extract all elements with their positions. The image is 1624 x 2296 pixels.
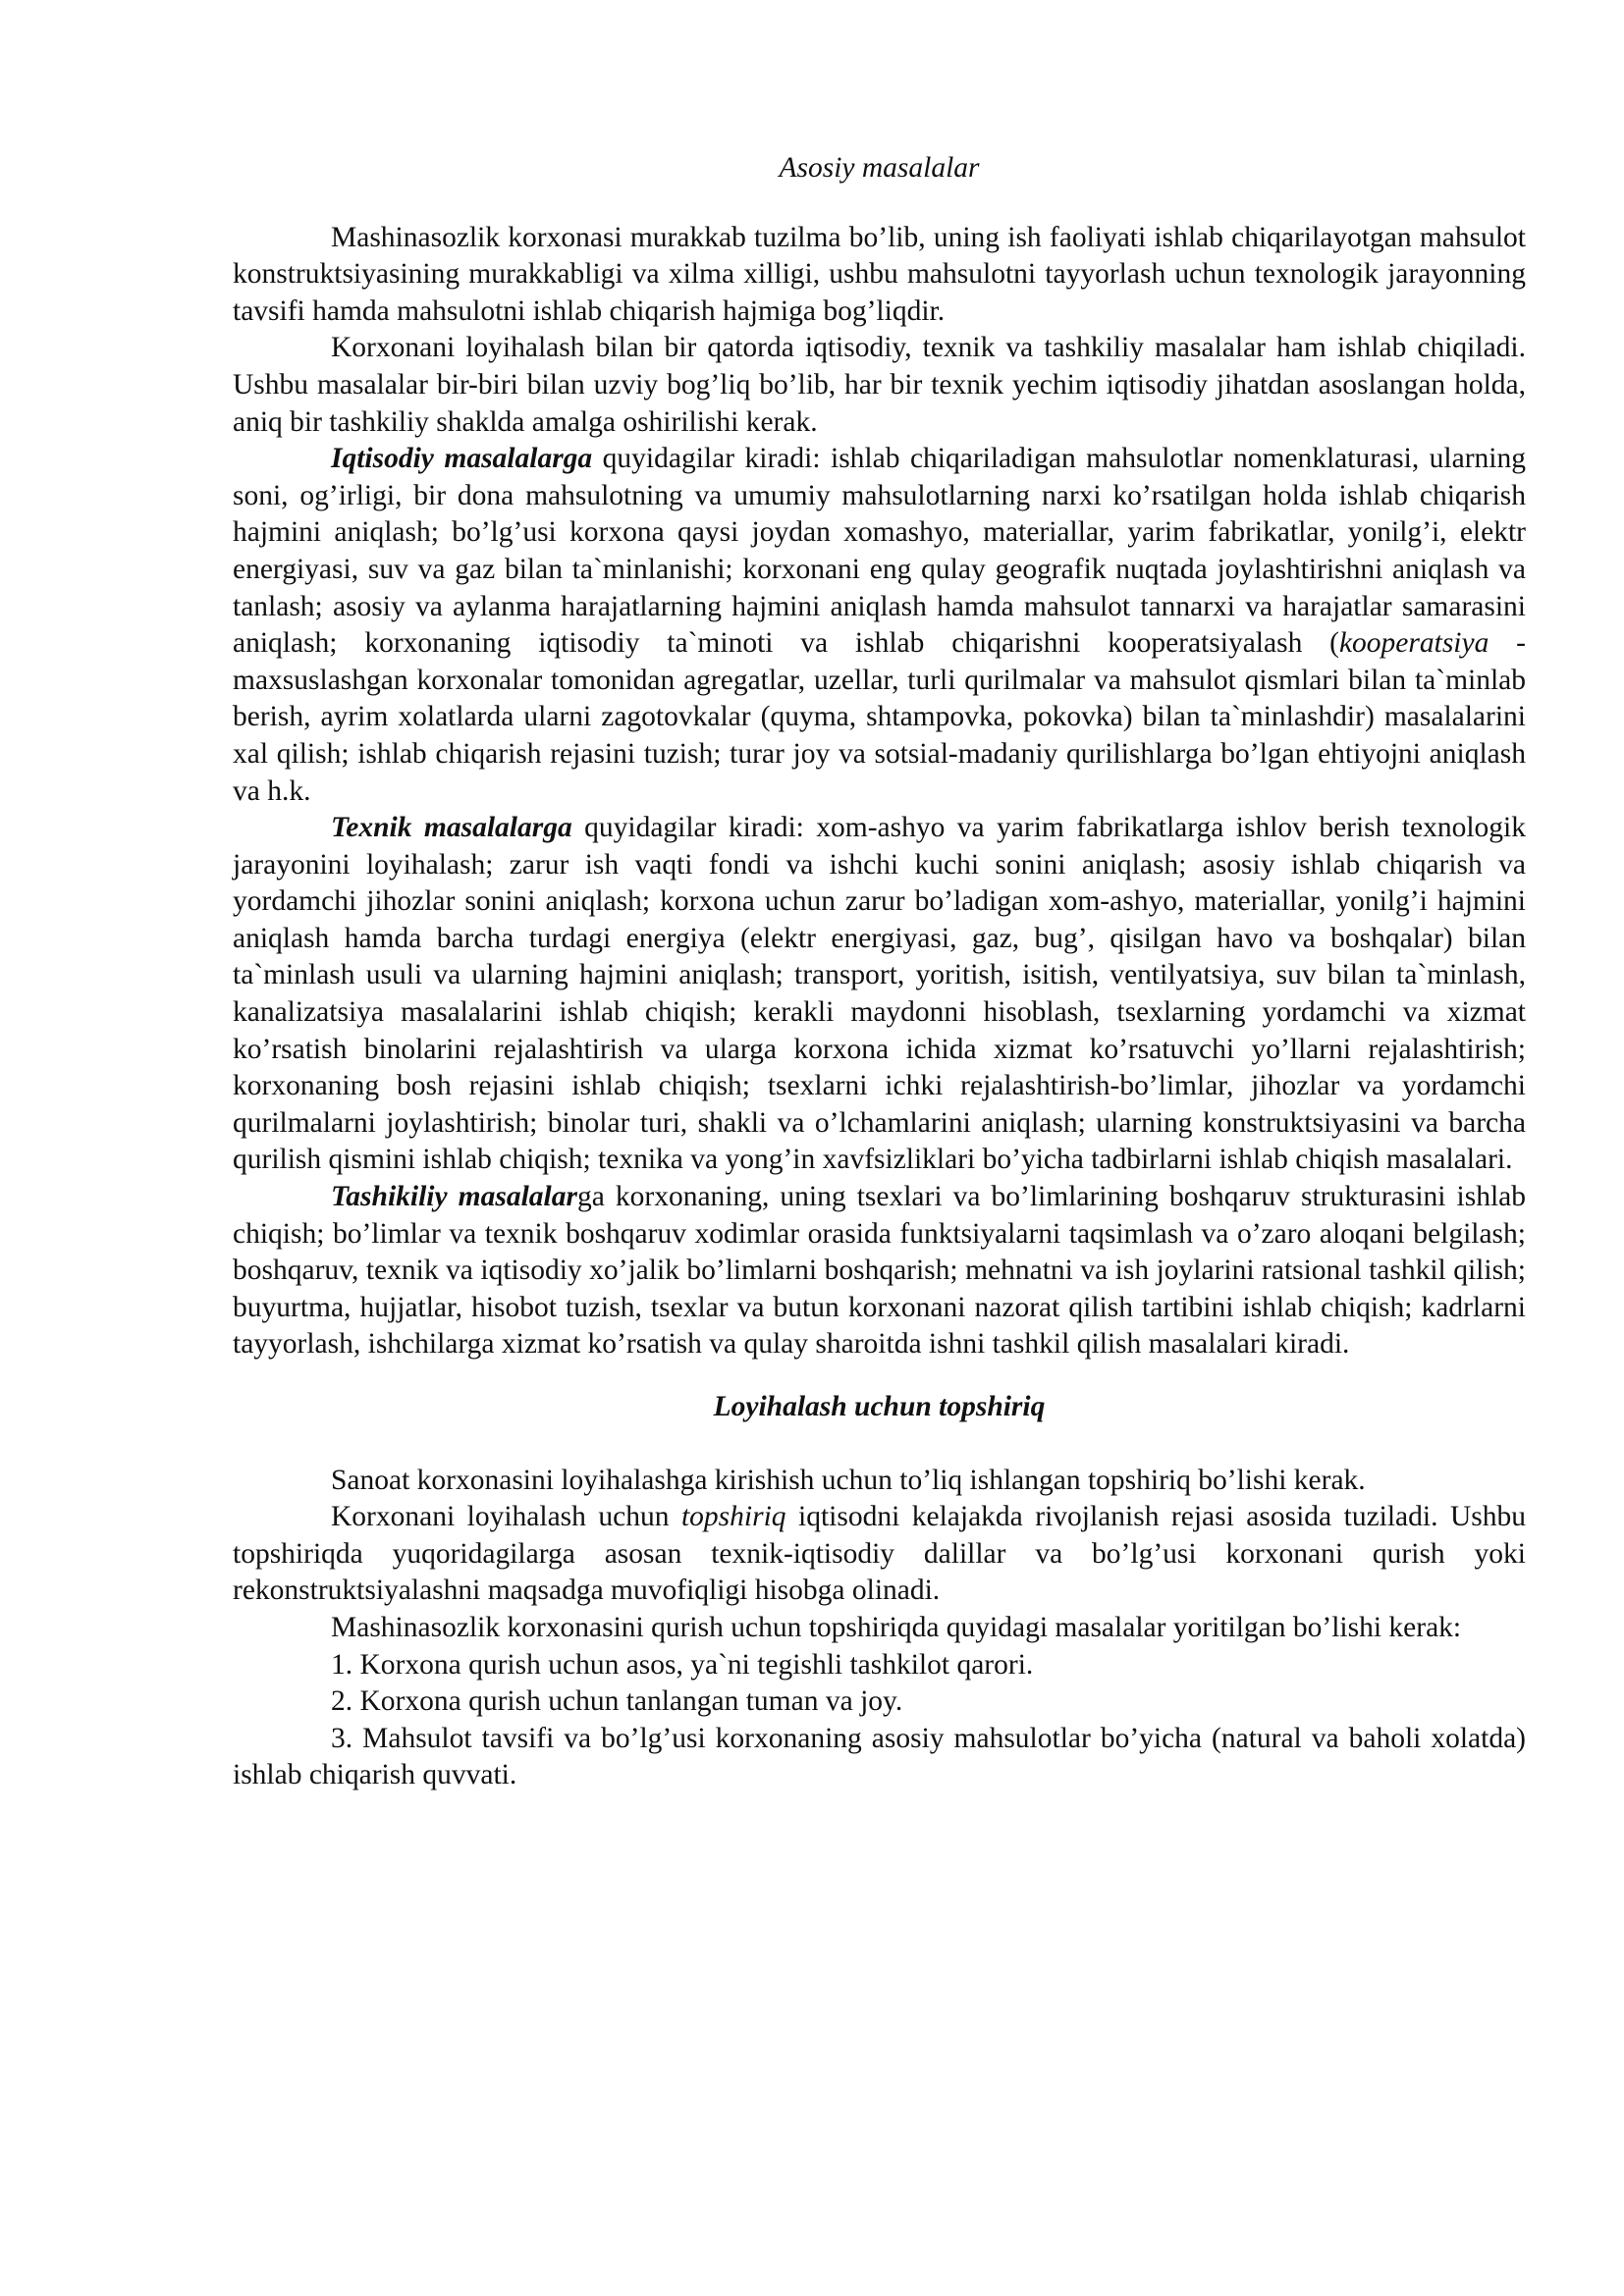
paragraph-intro: Mashinasozlik korxonasi murakkab tuzilma bo’lib, uning ish faoliyati ishlab chiqarilayotgan mahsulot konstruktsiyasining murakkabligi va xilma xilligi, ushbu mahsulotni tayyorlash uchun texnologik jarayonning tavsifi hamda mahsulotni ishlab chiqarish hajmiga bog’liqdir.: [233, 221, 1526, 327]
document-page: [233, 150, 1526, 1794]
paragraph-economic-tasks: Iqtisodiy masalalarga quyidagilar kiradi: ishlab chiqariladigan mahsulotlar nomenklaturasi, ularning soni, og’irligi, bir dona mahsulotning va umumiy mahsulotlarning narxi ko’rsatilgan holda ishlab chiqarish hajmini aniqlash; bo’lg’usi korxona qaysi joydan xomashyo, materiallar, yarim fabrikatlar, yonilg’i, elektr energiyasi, suv va gaz bilan ta`minlanishi; korxonani eng qulay geografik nuqtada joylashtirishni aniqlash va tanlash; asosiy va aylanma harajatlarning hajmini aniqlash hamda mahsulot tannarxi va harajatlar samarasini aniqlash; korxonaning iqtisodiy ta`minoti va ishlab chiqarishni kooperatsiyalash (kooperatsiya - maxsuslashgan korxonalar tomonidan agregatlar, uzellar, turli qurilmalar va mahsulot qismlari bilan ta`minlab berish, ayrim xolatlarda ularni zagotovkalar (quyma, shtampovka, pokovka) bilan ta`minlashdir) masalalarini xal qilish; ishlab chiqarish rejasini tuzish; turar joy va sotsial-madaniy qurilishlarga bo’lgan ehtiyojni aniqlash va h.k.: [233, 443, 1526, 807]
paragraph-assignment-contents: Mashinasozlik korxonasini qurish uchun topshiriqda quyidagi masalalar yoritilgan bo’lishi kerak:: [331, 1611, 1462, 1643]
paragraph-assignment-basis: Korxonani loyihalash uchun topshiriq iqtisodni kelajakda rivojlanish rejasi asosida tuziladi. Ushbu topshiriqda yuqoridagilarga asosan texnik-iqtisodiy dalillar va bo’lg’usi korxonani qurish yoki rekonstruktsiyalashni maqsadga muvofiqligi hisobga olinadi.: [233, 1501, 1526, 1607]
section-heading-design-assignment: Loyihalash uchun topshiriq: [713, 1391, 1046, 1422]
list-item: 3. Mahsulot tavsifi va bo’lg’usi korxonaning asosiy mahsulotlar bo’yicha (natural va baholi xolatda) ishlab chiqarish quvvati.: [233, 1722, 1526, 1791]
paragraph-assignment-intro: Sanoat korxonasini loyihalashga kirishish uchun to’liq ishlangan topshiriq bo’lishi kerak.: [331, 1464, 1366, 1496]
paragraph-design-tasks: Korxonani loyihalash bilan bir qatorda iqtisodiy, texnik va tashkiliy masalalar ham ishlab chiqiladi. Ushbu masalalar bir-biri bilan uzviy bog’liq bo’lib, har bir texnik yechim iqtisodiy jihatdan asoslangan holda, aniq bir tashkiliy shaklda amalga oshirilishi kerak.: [233, 332, 1526, 438]
term-technical-tasks: Texnik masalalarga: [331, 812, 572, 844]
list-item: 2. Korxona qurish uchun tanlangan tuman va joy.: [331, 1685, 903, 1718]
list-item: 1. Korxona qurish uchun asos, ya`ni tegishli tashkilot qarori.: [331, 1648, 1034, 1681]
paragraph-organizational-tasks: Tashikiliy masalalarga korxonaning, uning tsexlari va bo’limlarining boshqaruv strukturasini ishlab chiqish; bo’limlar va texnik boshqaruv xodimlar orasida funktsiyalarni taqsimlash va o’zaro aloqani belgilash; boshqaruv, texnik va iqtisodiy xo’jalik bo’limlarni boshqarish; mehnatni va ish joylarini ratsional tashkil qilish; buyurtma, hujjatlar, hisobot tuzish, tsexlar va butun korxonani nazorat qilish tartibini ishlab chiqish; kadrlarni tayyorlash, ishchilarga xizmat ko’rsatish va qulay sharoitda ishni tashkil qilish masalalari kiradi.: [233, 1181, 1527, 1361]
term-economic-tasks: Iqtisodiy masalalarga: [331, 443, 593, 475]
term-assignment: topshiriq: [680, 1501, 786, 1533]
term-organizational-tasks: Tashikiliy masalalar: [331, 1181, 577, 1213]
term-cooperation: kooperatsiya: [1338, 627, 1489, 660]
section-heading-main-tasks: Asosiy masalalar: [779, 152, 980, 184]
paragraph-technical-tasks: Texnik masalalarga quyidagilar kiradi: xom-ashyo va yarim fabrikatlarga ishlov berish texnologik jarayonini loyihalash; zarur ish vaqti fondi va ishchi kuchi sonini aniqlash; asosiy ishlab chiqarish va yordamchi jihozlar sonini aniqlash; korxona uchun zarur bo’ladigan xom-ashyo, materiallar, yonilg’i hajmini aniqlash hamda barcha turdagi energiya (elektr energiyasi, gaz, bug’, qisilgan havo va boshqalar) bilan ta`minlash usuli va ularning hajmini aniqlash; transport, yoritish, isitish, ventilyatsiya, suv bilan ta`minlash, kanalizatsiya masalalarini ishlab chiqish; kerakli maydonni hisoblash, tsexlarning yordamchi va xizmat ko’rsatish binolarini rejalashtirish va ularga korxona ichida xizmat ko’rsatuvchi yo’llarni rejalashtirish; korxonaning bosh rejasini ishlab chiqish; tsexlarni ichki rejalashtirish-bo’limlar, jihozlar va yordamchi qurilmalarni joylashtirish; binolar turi, shakli va o’lchamlarini aniqlash; ularning konstruktsiyasini va barcha qurilish qismini ishlab chiqish; texnika va yong’in xavfsizliklari bo’yicha tadbirlarni ishlab chiqish masalalari.: [233, 812, 1526, 1176]
